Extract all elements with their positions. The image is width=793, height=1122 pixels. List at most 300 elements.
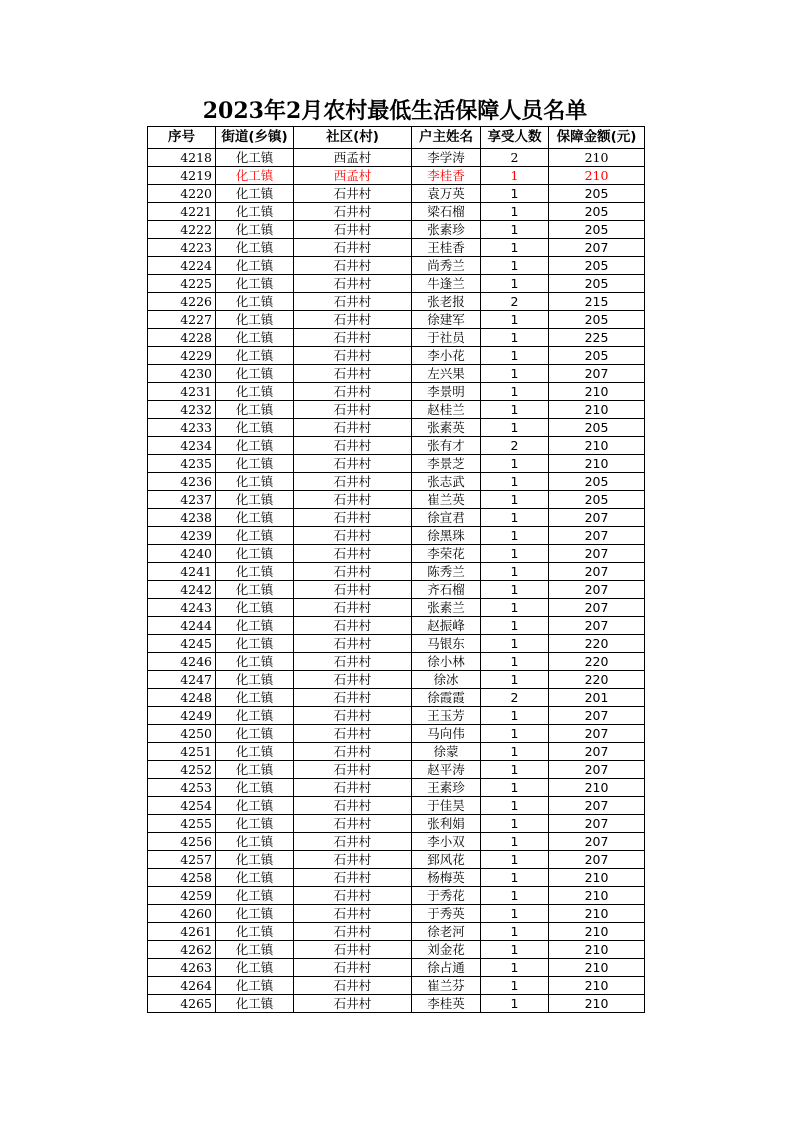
cell-town: 化工镇 <box>216 527 294 545</box>
cell-beneficiary-count: 1 <box>481 851 549 869</box>
table-row <box>148 725 645 743</box>
header-allowance-amount: 保障金额(元) <box>549 127 645 149</box>
cell-beneficiary-count: 1 <box>481 617 549 635</box>
cell-householder-name: 李小花 <box>412 347 481 365</box>
cell-beneficiary-count: 1 <box>481 275 549 293</box>
cell-village: 石井村 <box>294 329 412 347</box>
cell-serial-number: 4220 <box>148 185 216 203</box>
table-row <box>148 149 645 167</box>
cell-serial-number: 4243 <box>148 599 216 617</box>
cell-allowance-amount: 205 <box>549 419 645 437</box>
cell-householder-name: 陈秀兰 <box>412 563 481 581</box>
table-row <box>148 545 645 563</box>
cell-serial-number: 4237 <box>148 491 216 509</box>
table-row <box>148 761 645 779</box>
cell-allowance-amount: 210 <box>549 401 645 419</box>
table-row <box>148 203 645 221</box>
cell-beneficiary-count: 1 <box>481 401 549 419</box>
table-row <box>148 257 645 275</box>
cell-town: 化工镇 <box>216 167 294 185</box>
cell-allowance-amount: 210 <box>549 941 645 959</box>
cell-beneficiary-count: 1 <box>481 725 549 743</box>
cell-beneficiary-count: 2 <box>481 689 549 707</box>
header-beneficiary-count: 享受人数 <box>481 127 549 149</box>
table-row <box>148 401 645 419</box>
cell-householder-name: 张老报 <box>412 293 481 311</box>
cell-serial-number: 4238 <box>148 509 216 527</box>
cell-serial-number: 4221 <box>148 203 216 221</box>
cell-village: 石井村 <box>294 491 412 509</box>
cell-allowance-amount: 207 <box>549 509 645 527</box>
cell-householder-name: 张利娟 <box>412 815 481 833</box>
table-row <box>148 815 645 833</box>
cell-town: 化工镇 <box>216 239 294 257</box>
cell-town: 化工镇 <box>216 995 294 1013</box>
cell-beneficiary-count: 1 <box>481 797 549 815</box>
cell-town: 化工镇 <box>216 473 294 491</box>
cell-village: 石井村 <box>294 275 412 293</box>
cell-village: 石井村 <box>294 545 412 563</box>
cell-town: 化工镇 <box>216 815 294 833</box>
cell-beneficiary-count: 2 <box>481 437 549 455</box>
cell-householder-name: 李学涛 <box>412 149 481 167</box>
cell-serial-number: 4225 <box>148 275 216 293</box>
cell-serial-number: 4224 <box>148 257 216 275</box>
cell-beneficiary-count: 1 <box>481 455 549 473</box>
cell-serial-number: 4236 <box>148 473 216 491</box>
cell-beneficiary-count: 1 <box>481 653 549 671</box>
cell-householder-name: 徐霞霞 <box>412 689 481 707</box>
cell-beneficiary-count: 1 <box>481 635 549 653</box>
cell-allowance-amount: 220 <box>549 635 645 653</box>
cell-town: 化工镇 <box>216 203 294 221</box>
cell-town: 化工镇 <box>216 329 294 347</box>
cell-beneficiary-count: 1 <box>481 347 549 365</box>
cell-allowance-amount: 207 <box>549 239 645 257</box>
cell-village: 石井村 <box>294 941 412 959</box>
cell-householder-name: 李小双 <box>412 833 481 851</box>
table-row <box>148 743 645 761</box>
cell-village: 石井村 <box>294 869 412 887</box>
cell-householder-name: 徐小林 <box>412 653 481 671</box>
cell-village: 石井村 <box>294 833 412 851</box>
cell-village: 石井村 <box>294 797 412 815</box>
cell-village: 石井村 <box>294 311 412 329</box>
cell-town: 化工镇 <box>216 689 294 707</box>
cell-allowance-amount: 207 <box>549 743 645 761</box>
cell-beneficiary-count: 1 <box>481 221 549 239</box>
cell-beneficiary-count: 1 <box>481 257 549 275</box>
cell-village: 石井村 <box>294 221 412 239</box>
cell-allowance-amount: 210 <box>549 167 645 185</box>
cell-allowance-amount: 207 <box>549 365 645 383</box>
cell-householder-name: 张有才 <box>412 437 481 455</box>
cell-town: 化工镇 <box>216 509 294 527</box>
cell-town: 化工镇 <box>216 707 294 725</box>
cell-allowance-amount: 210 <box>549 995 645 1013</box>
cell-town: 化工镇 <box>216 959 294 977</box>
cell-beneficiary-count: 1 <box>481 383 549 401</box>
table-row <box>148 239 645 257</box>
cell-beneficiary-count: 1 <box>481 581 549 599</box>
cell-householder-name: 徐占通 <box>412 959 481 977</box>
cell-serial-number: 4248 <box>148 689 216 707</box>
cell-serial-number: 4262 <box>148 941 216 959</box>
cell-beneficiary-count: 1 <box>481 743 549 761</box>
cell-town: 化工镇 <box>216 653 294 671</box>
cell-town: 化工镇 <box>216 617 294 635</box>
cell-allowance-amount: 210 <box>549 923 645 941</box>
cell-allowance-amount: 210 <box>549 149 645 167</box>
cell-beneficiary-count: 1 <box>481 599 549 617</box>
cell-town: 化工镇 <box>216 833 294 851</box>
cell-serial-number: 4245 <box>148 635 216 653</box>
cell-beneficiary-count: 1 <box>481 239 549 257</box>
cell-village: 石井村 <box>294 509 412 527</box>
cell-village: 石井村 <box>294 851 412 869</box>
cell-serial-number: 4231 <box>148 383 216 401</box>
cell-serial-number: 4250 <box>148 725 216 743</box>
table-row <box>148 617 645 635</box>
table-row <box>148 509 645 527</box>
cell-allowance-amount: 205 <box>549 491 645 509</box>
cell-householder-name: 李景芝 <box>412 455 481 473</box>
table-row <box>148 347 645 365</box>
cell-householder-name: 崔兰芬 <box>412 977 481 995</box>
cell-village: 石井村 <box>294 293 412 311</box>
cell-beneficiary-count: 1 <box>481 815 549 833</box>
cell-householder-name: 王桂香 <box>412 239 481 257</box>
cell-town: 化工镇 <box>216 671 294 689</box>
cell-village: 石井村 <box>294 419 412 437</box>
cell-serial-number: 4223 <box>148 239 216 257</box>
cell-town: 化工镇 <box>216 221 294 239</box>
cell-allowance-amount: 207 <box>549 707 645 725</box>
table-row <box>148 221 645 239</box>
cell-serial-number: 4241 <box>148 563 216 581</box>
cell-serial-number: 4261 <box>148 923 216 941</box>
cell-village: 石井村 <box>294 923 412 941</box>
table-row <box>148 491 645 509</box>
cell-serial-number: 4252 <box>148 761 216 779</box>
cell-serial-number: 4229 <box>148 347 216 365</box>
cell-village: 石井村 <box>294 383 412 401</box>
table-row <box>148 527 645 545</box>
cell-village: 石井村 <box>294 365 412 383</box>
cell-village: 石井村 <box>294 779 412 797</box>
cell-beneficiary-count: 1 <box>481 329 549 347</box>
cell-householder-name: 徐宣君 <box>412 509 481 527</box>
cell-serial-number: 4219 <box>148 167 216 185</box>
cell-village: 石井村 <box>294 203 412 221</box>
cell-householder-name: 马银东 <box>412 635 481 653</box>
cell-householder-name: 马向伟 <box>412 725 481 743</box>
cell-allowance-amount: 207 <box>549 617 645 635</box>
cell-beneficiary-count: 1 <box>481 887 549 905</box>
cell-town: 化工镇 <box>216 563 294 581</box>
cell-village: 石井村 <box>294 707 412 725</box>
table-row <box>148 707 645 725</box>
cell-town: 化工镇 <box>216 797 294 815</box>
cell-serial-number: 4242 <box>148 581 216 599</box>
cell-town: 化工镇 <box>216 401 294 419</box>
header-serial-number: 序号 <box>148 127 216 149</box>
table-row <box>148 185 645 203</box>
cell-town: 化工镇 <box>216 887 294 905</box>
cell-householder-name: 牛逢兰 <box>412 275 481 293</box>
cell-beneficiary-count: 1 <box>481 923 549 941</box>
table-row <box>148 293 645 311</box>
table-row <box>148 959 645 977</box>
cell-town: 化工镇 <box>216 437 294 455</box>
cell-allowance-amount: 205 <box>549 275 645 293</box>
cell-serial-number: 4260 <box>148 905 216 923</box>
cell-town: 化工镇 <box>216 383 294 401</box>
cell-beneficiary-count: 1 <box>481 167 549 185</box>
cell-allowance-amount: 225 <box>549 329 645 347</box>
table-row <box>148 833 645 851</box>
cell-village: 石井村 <box>294 635 412 653</box>
cell-householder-name: 徐蒙 <box>412 743 481 761</box>
cell-householder-name: 尚秀兰 <box>412 257 481 275</box>
cell-serial-number: 4249 <box>148 707 216 725</box>
cell-allowance-amount: 210 <box>549 887 645 905</box>
cell-town: 化工镇 <box>216 725 294 743</box>
cell-town: 化工镇 <box>216 761 294 779</box>
table-row <box>148 941 645 959</box>
cell-beneficiary-count: 1 <box>481 779 549 797</box>
cell-beneficiary-count: 1 <box>481 311 549 329</box>
table-row <box>148 851 645 869</box>
cell-householder-name: 崔兰英 <box>412 491 481 509</box>
cell-householder-name: 于佳昊 <box>412 797 481 815</box>
table-row <box>148 653 645 671</box>
cell-allowance-amount: 205 <box>549 221 645 239</box>
cell-village: 石井村 <box>294 455 412 473</box>
cell-beneficiary-count: 1 <box>481 905 549 923</box>
cell-beneficiary-count: 1 <box>481 563 549 581</box>
cell-village: 石井村 <box>294 887 412 905</box>
cell-town: 化工镇 <box>216 635 294 653</box>
cell-serial-number: 4234 <box>148 437 216 455</box>
cell-village: 石井村 <box>294 617 412 635</box>
table-row <box>148 671 645 689</box>
table-row <box>148 797 645 815</box>
cell-beneficiary-count: 1 <box>481 761 549 779</box>
cell-beneficiary-count: 1 <box>481 977 549 995</box>
cell-allowance-amount: 210 <box>549 437 645 455</box>
cell-serial-number: 4247 <box>148 671 216 689</box>
cell-allowance-amount: 210 <box>549 383 645 401</box>
cell-village: 石井村 <box>294 761 412 779</box>
cell-village: 石井村 <box>294 743 412 761</box>
cell-town: 化工镇 <box>216 347 294 365</box>
cell-beneficiary-count: 2 <box>481 149 549 167</box>
cell-allowance-amount: 205 <box>549 311 645 329</box>
cell-householder-name: 梁石榴 <box>412 203 481 221</box>
cell-village: 石井村 <box>294 689 412 707</box>
cell-serial-number: 4255 <box>148 815 216 833</box>
cell-allowance-amount: 210 <box>549 455 645 473</box>
cell-allowance-amount: 205 <box>549 473 645 491</box>
cell-beneficiary-count: 1 <box>481 995 549 1013</box>
cell-householder-name: 王素珍 <box>412 779 481 797</box>
cell-serial-number: 4265 <box>148 995 216 1013</box>
table-row <box>148 473 645 491</box>
cell-town: 化工镇 <box>216 581 294 599</box>
cell-village: 石井村 <box>294 257 412 275</box>
cell-village: 石井村 <box>294 959 412 977</box>
table-row <box>148 995 645 1013</box>
cell-serial-number: 4233 <box>148 419 216 437</box>
cell-allowance-amount: 207 <box>549 797 645 815</box>
cell-beneficiary-count: 1 <box>481 869 549 887</box>
cell-householder-name: 刘金花 <box>412 941 481 959</box>
cell-allowance-amount: 207 <box>549 761 645 779</box>
cell-allowance-amount: 210 <box>549 959 645 977</box>
cell-serial-number: 4227 <box>148 311 216 329</box>
cell-town: 化工镇 <box>216 311 294 329</box>
cell-beneficiary-count: 1 <box>481 473 549 491</box>
cell-village: 石井村 <box>294 581 412 599</box>
cell-beneficiary-count: 1 <box>481 365 549 383</box>
table-row <box>148 419 645 437</box>
table-row <box>148 455 645 473</box>
cell-town: 化工镇 <box>216 293 294 311</box>
cell-serial-number: 4259 <box>148 887 216 905</box>
cell-serial-number: 4263 <box>148 959 216 977</box>
cell-serial-number: 4244 <box>148 617 216 635</box>
cell-town: 化工镇 <box>216 743 294 761</box>
cell-allowance-amount: 207 <box>549 599 645 617</box>
cell-town: 化工镇 <box>216 275 294 293</box>
cell-beneficiary-count: 1 <box>481 185 549 203</box>
cell-beneficiary-count: 1 <box>481 833 549 851</box>
cell-beneficiary-count: 1 <box>481 671 549 689</box>
cell-village: 石井村 <box>294 239 412 257</box>
cell-serial-number: 4264 <box>148 977 216 995</box>
cell-allowance-amount: 205 <box>549 257 645 275</box>
cell-town: 化工镇 <box>216 419 294 437</box>
table-row <box>148 905 645 923</box>
cell-village: 石井村 <box>294 437 412 455</box>
table-row <box>148 167 645 185</box>
cell-village: 石井村 <box>294 725 412 743</box>
cell-village: 石井村 <box>294 347 412 365</box>
cell-householder-name: 李桂英 <box>412 995 481 1013</box>
cell-householder-name: 赵平涛 <box>412 761 481 779</box>
cell-beneficiary-count: 1 <box>481 509 549 527</box>
cell-allowance-amount: 201 <box>549 689 645 707</box>
cell-allowance-amount: 207 <box>549 545 645 563</box>
cell-householder-name: 张素珍 <box>412 221 481 239</box>
roster-table <box>147 126 645 1013</box>
cell-householder-name: 徐冰 <box>412 671 481 689</box>
table-row <box>148 563 645 581</box>
cell-householder-name: 张素英 <box>412 419 481 437</box>
cell-serial-number: 4258 <box>148 869 216 887</box>
cell-village: 西孟村 <box>294 149 412 167</box>
table-row <box>148 581 645 599</box>
table-row <box>148 365 645 383</box>
cell-allowance-amount: 207 <box>549 815 645 833</box>
table-row <box>148 635 645 653</box>
cell-beneficiary-count: 1 <box>481 491 549 509</box>
cell-town: 化工镇 <box>216 599 294 617</box>
cell-beneficiary-count: 1 <box>481 527 549 545</box>
cell-serial-number: 4228 <box>148 329 216 347</box>
table-row <box>148 329 645 347</box>
table-row <box>148 977 645 995</box>
cell-town: 化工镇 <box>216 455 294 473</box>
cell-householder-name: 张素兰 <box>412 599 481 617</box>
cell-allowance-amount: 205 <box>549 185 645 203</box>
cell-village: 石井村 <box>294 185 412 203</box>
cell-householder-name: 赵桂兰 <box>412 401 481 419</box>
cell-town: 化工镇 <box>216 977 294 995</box>
cell-allowance-amount: 215 <box>549 293 645 311</box>
cell-serial-number: 4246 <box>148 653 216 671</box>
cell-beneficiary-count: 1 <box>481 203 549 221</box>
cell-allowance-amount: 210 <box>549 905 645 923</box>
header-village: 社区(村) <box>294 127 412 149</box>
cell-householder-name: 李景明 <box>412 383 481 401</box>
cell-householder-name: 徐建军 <box>412 311 481 329</box>
cell-town: 化工镇 <box>216 779 294 797</box>
cell-allowance-amount: 205 <box>549 347 645 365</box>
cell-serial-number: 4251 <box>148 743 216 761</box>
cell-village: 石井村 <box>294 977 412 995</box>
page-title: 2023年2月农村最低生活保障人员名单 <box>202 98 588 124</box>
cell-allowance-amount: 210 <box>549 869 645 887</box>
cell-village: 石井村 <box>294 653 412 671</box>
cell-serial-number: 4254 <box>148 797 216 815</box>
cell-village: 石井村 <box>294 473 412 491</box>
cell-town: 化工镇 <box>216 851 294 869</box>
cell-beneficiary-count: 1 <box>481 545 549 563</box>
cell-beneficiary-count: 1 <box>481 707 549 725</box>
cell-allowance-amount: 210 <box>549 977 645 995</box>
cell-allowance-amount: 207 <box>549 563 645 581</box>
cell-householder-name: 袁万英 <box>412 185 481 203</box>
table-row <box>148 689 645 707</box>
cell-village: 西孟村 <box>294 167 412 185</box>
cell-allowance-amount: 207 <box>549 851 645 869</box>
cell-householder-name: 齐石榴 <box>412 581 481 599</box>
table-row <box>148 923 645 941</box>
cell-town: 化工镇 <box>216 869 294 887</box>
cell-village: 石井村 <box>294 815 412 833</box>
table-header <box>148 127 645 149</box>
cell-serial-number: 4257 <box>148 851 216 869</box>
cell-beneficiary-count: 1 <box>481 959 549 977</box>
cell-householder-name: 于秀英 <box>412 905 481 923</box>
cell-town: 化工镇 <box>216 491 294 509</box>
cell-serial-number: 4230 <box>148 365 216 383</box>
cell-serial-number: 4240 <box>148 545 216 563</box>
table-row <box>148 437 645 455</box>
cell-town: 化工镇 <box>216 149 294 167</box>
cell-householder-name: 李荣花 <box>412 545 481 563</box>
cell-serial-number: 4222 <box>148 221 216 239</box>
table-row <box>148 869 645 887</box>
cell-serial-number: 4239 <box>148 527 216 545</box>
cell-allowance-amount: 205 <box>549 203 645 221</box>
cell-beneficiary-count: 2 <box>481 293 549 311</box>
cell-town: 化工镇 <box>216 941 294 959</box>
cell-householder-name: 左兴果 <box>412 365 481 383</box>
cell-householder-name: 杨梅英 <box>412 869 481 887</box>
